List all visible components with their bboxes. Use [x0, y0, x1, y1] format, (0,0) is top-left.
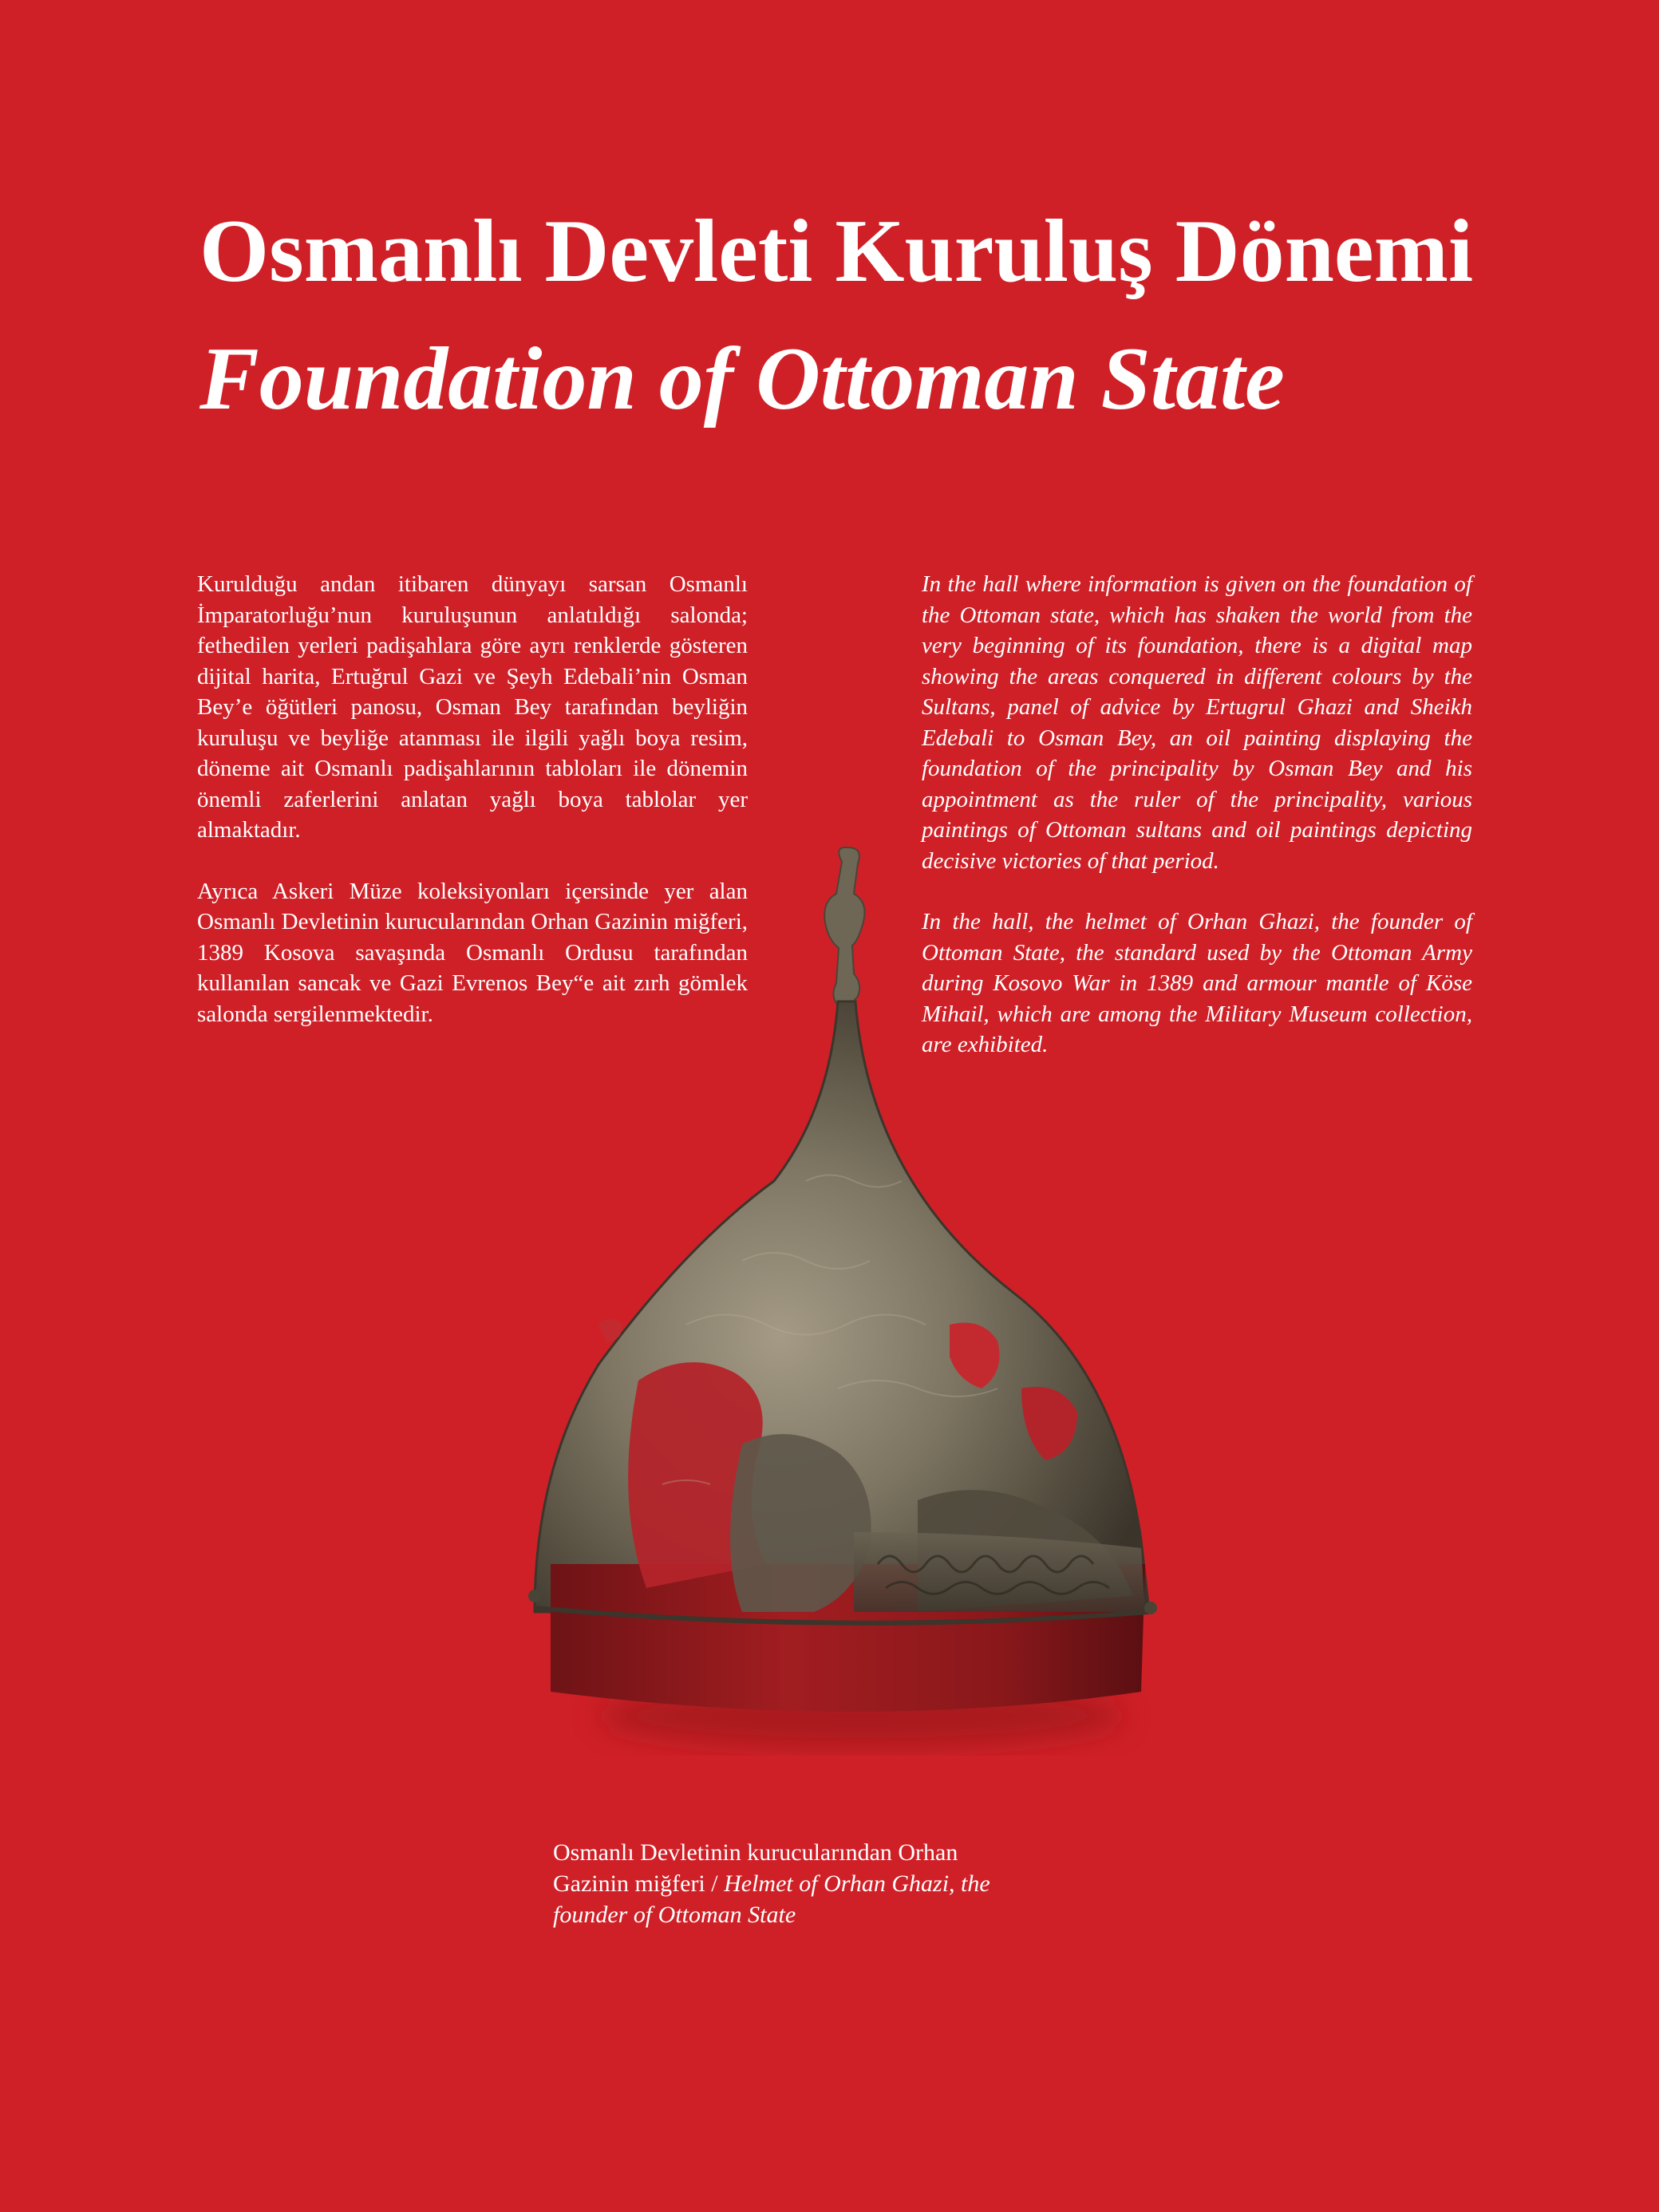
helmet-image: [503, 846, 1189, 1756]
turkish-paragraph-2: Ayrıca Askeri Müze koleksiyonları içersinde yer alan Osmanlı Devletinin kurucularından Orhan Gazinin miğferi, 1389 Kosova savaşında Osmanlı Ordusu tarafından kullanılan sancak ve Gazi Evrenos Bey“e ait zırh gömlek salonda sergilenmektedir.: [197, 878, 748, 1027]
caption-turkish: Osmanlı Devletinin kurucularından Orhan Gazinin miğferi /: [553, 1839, 958, 1897]
helmet-caption: [553, 1837, 1000, 1930]
caption-english: Helmet of Orhan Ghazi, the founder of Ottoman State: [553, 1870, 990, 1928]
english-paragraph-1: In the hall where information is given on the foundation of the Ottoman state, which has shaken the world from the very beginning of its foundation, there is a digital map showing the areas conquered in different colours by the Sultans, panel of advice by Ertugrul Ghazi and Sheikh Edebali to Osman Bey, an oil painting displaying the foundation of the principality by Osman Bey and his appointment as the ruler of the principality, various paintings of Ottoman sultans and oil paintings depicting decisive victories of that period.: [922, 571, 1472, 874]
turkish-paragraph-1: Kurulduğu andan itibaren dünyayı sarsan Osmanlı İmparatorluğu’nun kuruluşunun anlatıldığı salonda; fethedilen yerleri padişahlara göre ayrı renklerde gösteren dijital harita, Ertuğrul Gazi ve Şeyh Edebali’nin Osman Bey’e öğütleri panosu, Osman Bey tarafından beyliğin kuruluşu ve beyliğe atanması ile ilgili yağlı boya resim, döneme ait Osmanlı padişahlarının tabloları ile dönemin önemli zaferlerini anlatan yağlı boya tablolar yer almaktadır.: [197, 571, 748, 843]
title-english: Foundation of Ottoman State: [199, 330, 1285, 429]
english-paragraph-2: In the hall, the helmet of Orhan Ghazi, the founder of Ottoman State, the standard used by the Ottoman Army during Kosovo War in 1389 and armour mantle of Köse Mihail, which are among the Military Museum collection, are exhibited.: [922, 909, 1472, 1057]
title-turkish: Osmanlı Devleti Kuruluş Dönemi: [199, 202, 1474, 301]
